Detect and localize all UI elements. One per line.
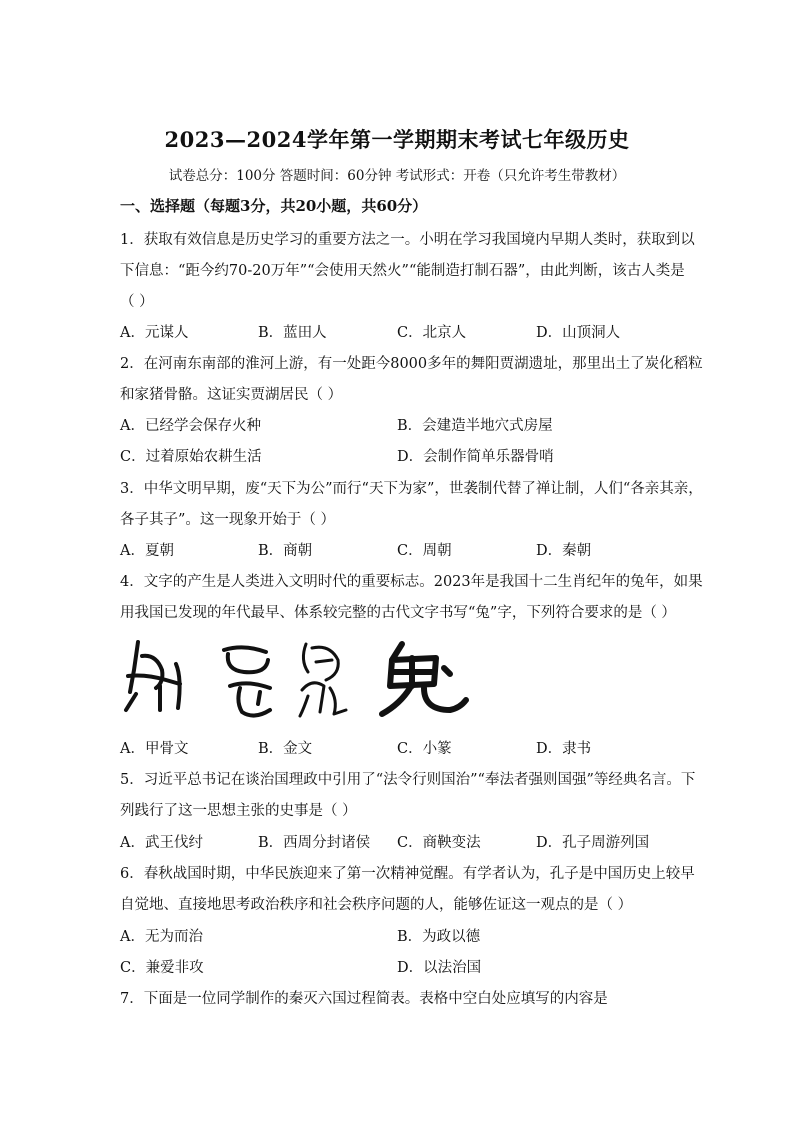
q2-option-a[interactable]: A．已经学会保存火种: [120, 418, 261, 434]
q6-line-2: 自觉地、直接地思考政治秩序和社会秩序问题的人，能够佐证这一观点的是（ ）: [120, 897, 633, 913]
q6-option-a[interactable]: A．无为而治: [120, 929, 203, 945]
small-seal-rabbit-glyph: [300, 644, 346, 716]
q2-option-d[interactable]: D．会制作简单乐器骨哨: [397, 449, 554, 465]
q6-option-b[interactable]: B．为政以德: [397, 929, 481, 945]
q5-option-b[interactable]: B．西周分封诸侯: [258, 835, 371, 851]
q5-line-1: 5．习近平总书记在谈治国理政中引用了“法令行则国治”“奉法者强则国强”等经典名言。下: [120, 772, 696, 788]
bronze-rabbit-glyph: [224, 647, 270, 715]
clerical-rabbit-glyph: [382, 644, 466, 714]
q5-option-c[interactable]: C．商鞅变法: [397, 835, 481, 851]
q1-option-b[interactable]: B．蓝田人: [258, 325, 327, 341]
q6-option-c[interactable]: C．兼爱非攻: [120, 960, 204, 976]
q5-line-2: 列践行了这一思想主张的史事是（ ）: [120, 803, 357, 819]
q4-line-1: 4．文字的产生是人类进入文明时代的重要标志。2023年是我国十二生肖纪年的兔年，如果: [120, 574, 703, 590]
q1-option-d[interactable]: D．山顶洞人: [536, 325, 621, 341]
q6-line-1: 6．春秋战国时期，中华民族迎来了第一次精神觉醒。有学者认为，孔子是中国历史上较早: [120, 866, 695, 882]
q2-option-c[interactable]: C．过着原始农耕生活: [120, 449, 262, 465]
q1-option-c[interactable]: C．北京人: [397, 325, 467, 341]
q2-option-b[interactable]: B．会建造半地穴式房屋: [397, 418, 553, 434]
q5-option-d[interactable]: D．孔子周游列国: [536, 835, 650, 851]
q4-line-2: 用我国已发现的年代最早、体系较完整的古代文字书写“兔”字，下列符合要求的是（ ）: [120, 605, 676, 621]
q6-option-d[interactable]: D．以法治国: [397, 960, 482, 976]
q1-line-2: 下信息：“距今约70-20万年”“会使用天然火”“能制造打制石器”，由此判断，该古人类是: [120, 263, 685, 279]
q1-option-a[interactable]: A．元谋人: [120, 325, 189, 341]
q3-option-c[interactable]: C．周朝: [397, 543, 452, 559]
exam-title: 2023—2024学年第一学期期末考试七年级历史: [164, 127, 630, 152]
q3-line-2: 各子其子”。这一现象开始于（ ）: [120, 512, 336, 528]
q7-line-1: 7．下面是一位同学制作的秦灭六国过程简表。表格中空白处应填写的内容是: [120, 991, 608, 1007]
q3-option-d[interactable]: D．秦朝: [536, 543, 592, 559]
q3-option-b[interactable]: B．商朝: [258, 543, 313, 559]
q4-option-a[interactable]: A．甲骨文: [120, 741, 189, 757]
q1-line-1: 1．获取有效信息是历史学习的重要方法之一。小明在学习我国境内早期人类时，获取到以: [120, 232, 695, 248]
q4-option-b[interactable]: B．金文: [258, 741, 313, 757]
q3-line-1: 3．中华文明早期，废“天下为公”而行“天下为家”，世袭制代替了禅让制，人们“各亲其亲，: [120, 481, 703, 497]
exam-meta: 试卷总分：100分 答题时间：60分钟 考试形式：开卷（只允许考生带教材）: [168, 168, 626, 184]
section-heading: 一、选择题（每题3分，共20小题，共60分）: [120, 197, 428, 215]
oracle-bone-rabbit-glyph: [126, 642, 180, 710]
q5-option-a[interactable]: A．武王伐纣: [120, 835, 203, 851]
rabbit-script-glyphs: [120, 630, 480, 725]
q4-option-d[interactable]: D．隶书: [536, 741, 592, 757]
q4-option-c[interactable]: C．小篆: [397, 741, 452, 757]
q2-line-2: 和家猪骨骼。这证实贾湖居民（ ）: [120, 387, 343, 403]
q3-option-a[interactable]: A．夏朝: [120, 543, 174, 559]
q1-line-3: （ ）: [120, 294, 154, 310]
q2-line-1: 2．在河南东南部的淮河上游，有一处距今8000多年的舞阳贾湖遗址，那里出土了炭化稻粒: [120, 356, 703, 372]
